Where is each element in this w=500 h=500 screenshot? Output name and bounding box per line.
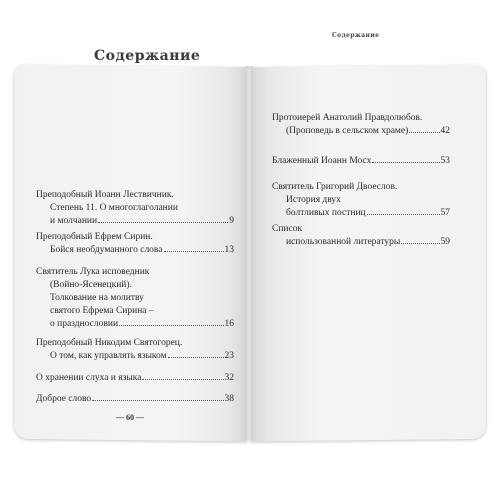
leader-dots bbox=[168, 357, 224, 358]
toc-entry bbox=[36, 266, 234, 331]
toc-entry-title-line: Бойся необдуманного слова bbox=[50, 245, 163, 255]
toc-entry-title-line: Толкование на молитву bbox=[50, 293, 144, 303]
book-spine bbox=[245, 66, 253, 440]
toc-entry bbox=[36, 372, 234, 385]
toc-entry-title-line: История двух bbox=[286, 195, 341, 205]
toc-entry-last-line bbox=[272, 155, 450, 168]
toc-entry bbox=[272, 223, 450, 249]
toc-entry-title-line: болтливых постниц bbox=[286, 208, 366, 218]
page-number: 42 bbox=[440, 126, 450, 136]
toc-entry-title-line: Блаженный Иоанн Мосх bbox=[272, 156, 372, 166]
toc-entry-title-line: о празднословии bbox=[50, 319, 119, 329]
toc-entry-last-line bbox=[36, 372, 234, 385]
toc-entry-last-line bbox=[272, 236, 450, 249]
toc-entry-author: Протоиерей Анатолий Правдолюбов. bbox=[272, 113, 423, 123]
page-title: Содержание bbox=[94, 48, 201, 64]
toc-entry-last-line bbox=[36, 244, 234, 257]
toc-entry-last-line bbox=[272, 207, 450, 220]
leader-dots bbox=[142, 379, 223, 380]
page-folio: — 60 — bbox=[116, 413, 144, 422]
toc-entry-last-line bbox=[36, 318, 234, 331]
page-number: 38 bbox=[224, 394, 234, 404]
page-number: 59 bbox=[440, 237, 450, 247]
toc-entry bbox=[36, 337, 234, 363]
toc-entry-last-line bbox=[36, 393, 234, 406]
toc-entry-title-line: Доброе слово bbox=[36, 394, 92, 404]
toc-entry-last-line bbox=[272, 125, 450, 138]
running-head: Содержание bbox=[332, 32, 380, 39]
leader-dots bbox=[367, 214, 440, 215]
toc-entry-title-line: и молчании bbox=[50, 216, 98, 226]
leader-dots bbox=[98, 222, 228, 223]
toc-entry-title-line: (Проповедь в сельском храме) bbox=[286, 126, 409, 136]
leader-dots bbox=[372, 162, 439, 163]
toc-entry-author: Святитель Лука исповедник bbox=[36, 267, 150, 277]
toc-entry bbox=[36, 189, 234, 228]
page-number: 13 bbox=[224, 245, 234, 255]
toc-entry-title-line: О хранении слуха и языка bbox=[36, 373, 142, 383]
toc-entry bbox=[36, 393, 234, 406]
leader-dots bbox=[409, 132, 439, 133]
toc-entry-title-line: использованной литературы bbox=[286, 237, 401, 247]
toc-entry-last-line bbox=[36, 215, 234, 228]
toc-entry-author: Преподобный Никодим Святогорец. bbox=[36, 338, 183, 348]
leader-dots bbox=[164, 251, 224, 252]
toc-entry-title-line: (Войно-Ясенецкий). bbox=[50, 280, 132, 290]
leader-dots bbox=[119, 325, 223, 326]
toc-entry-author: Преподобный Иоанн Лествичник. bbox=[36, 190, 174, 200]
toc-entry-author: Святитель Григорий Двоеслов. bbox=[272, 182, 398, 192]
page-number: 9 bbox=[229, 216, 234, 226]
page-number: 53 bbox=[440, 156, 450, 166]
toc-entry-title-line: Степень 11. О многоглаголании bbox=[50, 203, 178, 213]
toc-entry bbox=[36, 231, 234, 257]
toc-entry-author: Список bbox=[272, 224, 303, 234]
leader-dots bbox=[92, 400, 223, 401]
toc-entry-title-line: О том, как управлять языком bbox=[50, 351, 167, 361]
toc-entry-last-line bbox=[36, 350, 234, 363]
toc-entry bbox=[272, 181, 450, 220]
toc-entry-author: Преподобный Ефрем Сирин. bbox=[36, 232, 153, 242]
toc-entry-title-line: святого Ефрема Сирина – bbox=[50, 306, 154, 316]
leader-dots bbox=[401, 243, 439, 244]
toc-entry bbox=[272, 112, 450, 138]
page-number: 23 bbox=[224, 351, 234, 361]
page-number: 16 bbox=[224, 319, 234, 329]
page-number: 32 bbox=[224, 373, 234, 383]
toc-entry bbox=[272, 155, 450, 168]
page-number: 57 bbox=[440, 208, 450, 218]
